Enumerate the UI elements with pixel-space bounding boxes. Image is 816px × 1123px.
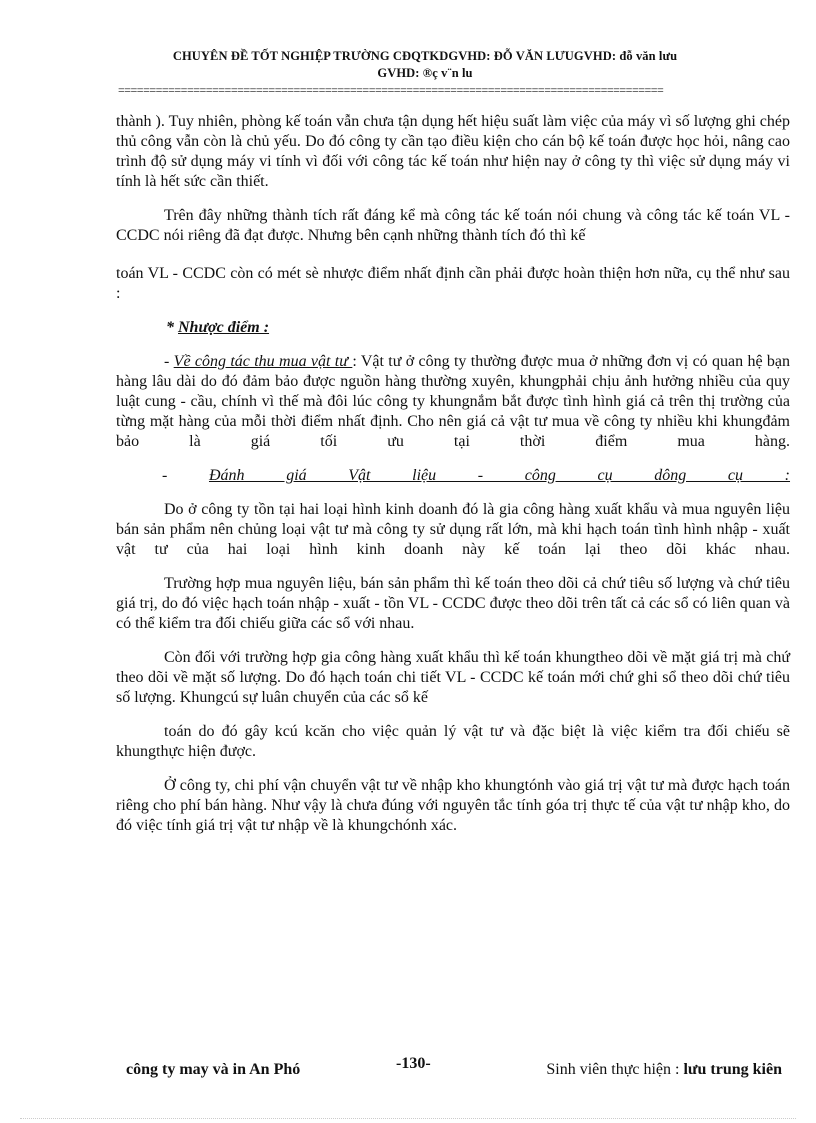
paragraph-8: toán do đó gây kcú kcăn cho việc quản lý vật tư và đặc biệt là việc kiểm tra đối chiếu sẽ khungthực hiện được. (116, 723, 790, 760)
paragraph-2: Trên đây những thành tích rất đáng kể mà công tác kế toán nói chung và công tác kế toán VL - CCDC nói riêng đã đạt được. Nhưng bên cạnh những thành tích đó thì kế (116, 207, 790, 244)
page-header (100, 48, 750, 82)
section-heading (166, 318, 790, 338)
purchasing-text: : Vật tư ở công ty thường được mua ở những đơn vị có quan hệ bạn hàng lâu dài do đó đảm bảo được nguồn hàng thường xuyên, khungphải chịu ảnh hưởng nhiều của quy luật cung - cầu, chính vì thế mà đôi lúc công ty khungnắm bắt được tình hình giá cả trên thị trường của từng mặt hàng của mỗi thời điểm nhất định. Cho nên giá cả vật tư mua về công ty nhiều khi khungđảm bảo là giá tối ưu tại thời điểm mua hàng. (116, 353, 791, 450)
paragraph-9: Ở công ty, chi phí vận chuyển vật tư về nhập kho khungtónh vào giá trị vật tư mà được hạch toán riêng cho phí bán hàng. Như vậy là chưa đúng với nguyên tắc tính góa trị thực tế của vật tư nhập kho, do đó việc tính giá trị vật tư nhập về là khungchónh xác. (116, 777, 790, 834)
paragraph-purchasing (116, 352, 790, 452)
paragraph-1: thành ). Tuy nhiên, phòng kế toán vẫn chưa tận dụng hết hiệu suất làm việc của máy vì số lượng ghi chép thủ công vẫn còn là chủ yếu. Do đó công ty cần tạo điều kiện cho cán bộ kế toán được học hỏi, nâng cao trình độ sử dụng máy vi tính vì đối với công tác kế toán như hiện nay ở công ty thì việc sử dụng máy vi tính là hết sức cần thiết. (116, 113, 790, 190)
student-label: Sinh viên thực hiện : (546, 1061, 684, 1078)
paragraph-5: Do ở công ty tồn tại hai loại hình kinh doanh đó là gia công hàng xuất khẩu và mua nguyên liệu bán sản phẩm nên chủng loại vật tư mà công ty sử dụng rất lớn, mà khi hạch toán tình hình nhập - xuất vật tư của hai loại hình kinh doanh này kế toán lại theo dõi khác nhau. (116, 501, 790, 558)
paragraph-6: Trường hợp mua nguyên liệu, bán sản phẩm thì kế toán theo dõi cả chứ tiêu số lượng và chứ tiêu giá trị, do đó việc hạch toán nhập - xuất - tồn VL - CCDC được theo dõi trên tất cả các sổ có liên quan và có thể kiểm tra đối chiếu giữa các sổ với nhau. (116, 575, 790, 632)
footer-student (546, 1061, 782, 1079)
heading-marker: * (166, 319, 178, 336)
document-body (116, 112, 790, 836)
purchasing-lead: Về công tác thu mua vật tư (173, 353, 353, 370)
page-bottom-border (20, 1118, 796, 1119)
header-advisor: GVHD: ®ç v¨n lu (377, 66, 473, 80)
page-number: -130- (396, 1055, 431, 1072)
subheading-valuation (162, 466, 790, 486)
student-name: lưu trung kiên (683, 1061, 782, 1078)
footer-company: công ty may và in An Phó (126, 1061, 301, 1078)
header-title: CHUYÊN ĐỀ TỐT NGHIỆP TRƯỜNG CĐQTKDGVHD: ĐỖ VĂN LƯUGVHD: đỗ văn lưu (172, 49, 678, 63)
heading-text: Nhược điểm : (178, 319, 270, 336)
subheading-marker: - (162, 467, 168, 484)
paragraph-7: Còn đối với trường hợp gia công hàng xuất khẩu thì kế toán khungtheo dõi về mặt giá trị mà chứ theo dõi về mặt số lượng. Do đó hạch toán chi tiết VL - CCDC kế toán mới chứ ghi sổ theo dõi chứ tiêu số lượng. Khungcú sự luân chuyển của các sổ kế (116, 649, 790, 706)
subheading-text: Đánh giá Vật liệu - công cụ dông cụ : (208, 467, 791, 484)
paragraph-3: toán VL - CCDC còn có mét sè nhược điểm nhất định cần phải được hoàn thiện hơn nữa, cụ thể như sau : (116, 265, 790, 302)
header-rule: ======================================================================================= (118, 84, 664, 96)
bullet-marker: - (164, 353, 174, 370)
